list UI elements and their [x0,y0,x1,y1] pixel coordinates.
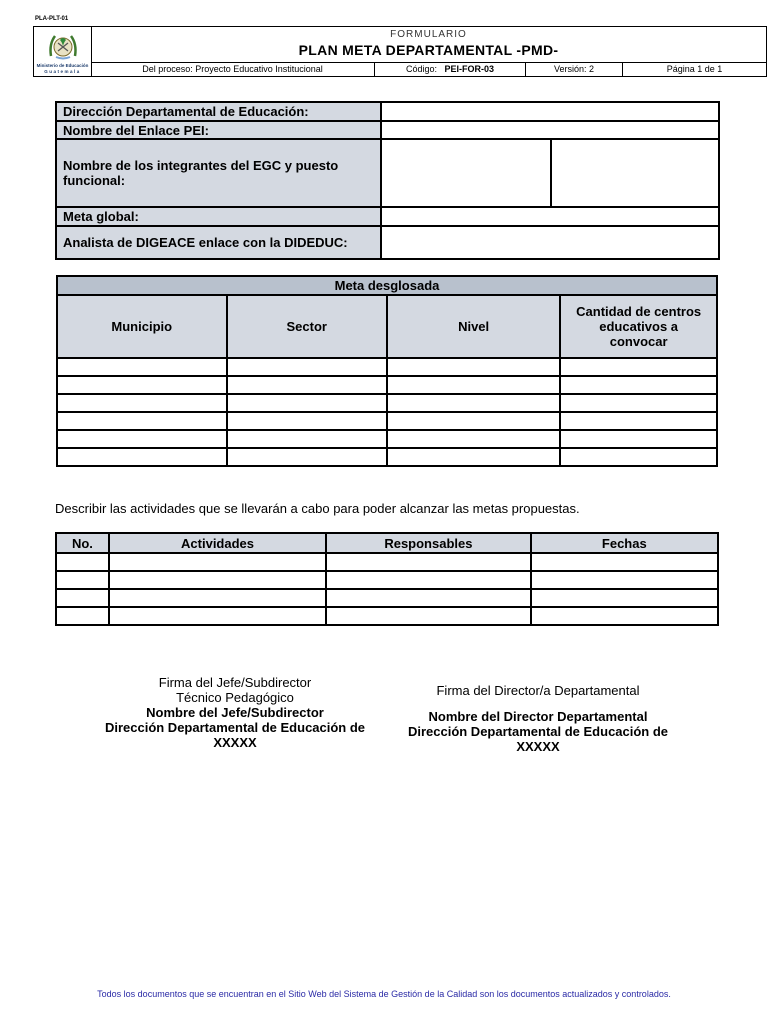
code-value: PEI-FOR-03 [444,64,495,74]
code-label: Código: [405,64,437,74]
ministry-logo [34,27,92,76]
analista-label: Analista de DIGEACE enlace con la DIDEDUC: [56,226,381,259]
cell[interactable] [560,394,717,412]
signature-caption-director: Firma del Director/a Departamental [436,683,640,698]
cell[interactable] [326,589,530,607]
table-row [56,589,718,607]
cell[interactable] [387,430,560,448]
cell[interactable] [387,448,560,466]
cell[interactable] [387,376,560,394]
footer-note: Todos los documentos que se encuentran en el Sitio Web del Sistema de Gestión de la Calidad son los documentos actualizados y controlados. [97,989,671,999]
activities-intro: Describir las actividades que se llevarán a cabo para poder alcanzar las metas propuestas. [55,501,580,516]
cell[interactable] [387,394,560,412]
cell[interactable] [560,358,717,376]
cell[interactable] [531,589,718,607]
cell[interactable] [326,571,530,589]
table-row [57,394,717,412]
direccion-field[interactable] [381,102,719,121]
direccion-label: Dirección Departamental de Educación: [56,102,381,121]
signature-name-director: Nombre del Director Departamental [428,709,648,724]
version-cell: Versión: 2 [526,63,623,77]
table-row [57,358,717,376]
cell[interactable] [227,448,387,466]
cell[interactable] [560,376,717,394]
signature-office-jefe: Dirección Departamental de Educación de XXXXX [104,720,366,750]
table-row [56,607,718,625]
meta-desglosada-table [56,275,718,467]
cell[interactable] [56,607,109,625]
col-actividades: Actividades [109,533,326,553]
code-cell [375,63,526,77]
enlace-label: Nombre del Enlace PEI: [56,121,381,139]
meta-global-field[interactable] [381,207,719,226]
cell[interactable] [57,448,227,466]
page-cell: Página 1 de 1 [666,64,723,74]
table-row [57,430,717,448]
header-meta-row [91,62,766,77]
cell[interactable] [560,448,717,466]
cell[interactable] [227,358,387,376]
cell[interactable] [56,571,109,589]
coat-of-arms-icon [47,30,79,62]
process-cell: Del proceso: Proyecto Educativo Institucional [91,63,375,77]
enlace-field[interactable] [381,121,719,139]
meta-global-label: Meta global: [56,207,381,226]
cell[interactable] [109,571,326,589]
table-row [56,571,718,589]
col-no: No. [56,533,109,553]
cell[interactable] [57,376,227,394]
ministry-country: Guatemala [44,69,81,74]
ministry-name: Ministerio de Educación [36,63,89,68]
form-title: PLAN META DEPARTAMENTAL -PMD- [298,42,559,58]
cell[interactable] [227,394,387,412]
table-row [57,412,717,430]
cell[interactable] [57,394,227,412]
cell[interactable] [56,589,109,607]
cell[interactable] [56,553,109,571]
cell[interactable] [227,376,387,394]
signature-block-jefe [90,675,380,750]
integrantes-position-field[interactable] [551,139,719,207]
col-municipio: Municipio [57,295,227,358]
cell[interactable] [387,412,560,430]
cell[interactable] [387,358,560,376]
table-row [57,376,717,394]
col-responsables: Responsables [326,533,530,553]
signature-office-director: Dirección Departamental de Educación de XXXXX [407,724,669,754]
cell[interactable] [57,430,227,448]
signature-caption-jefe: Firma del Jefe/Subdirector Técnico Pedagógico [158,675,312,705]
cell[interactable] [227,430,387,448]
cell[interactable] [531,571,718,589]
cell[interactable] [109,553,326,571]
cell[interactable] [531,553,718,571]
form-header [33,26,767,77]
table-row [56,553,718,571]
integrantes-name-field[interactable] [381,139,551,207]
document-code: PLA-PLT-01 [35,16,69,22]
col-fechas: Fechas [531,533,718,553]
signature-name-jefe: Nombre del Jefe/Subdirector [146,705,324,720]
cell[interactable] [109,589,326,607]
meta-table-caption: Meta desglosada [57,276,717,295]
analista-field[interactable] [381,226,719,259]
activities-table [55,532,719,626]
form-type: FORMULARIO [390,29,467,40]
cell[interactable] [326,553,530,571]
col-sector: Sector [227,295,387,358]
signature-block-director [392,683,684,754]
cell[interactable] [326,607,530,625]
cell[interactable] [57,358,227,376]
cell[interactable] [57,412,227,430]
info-table [55,101,720,260]
cell[interactable] [531,607,718,625]
integrantes-label: Nombre de los integrantes del EGC y puesto funcional: [56,139,381,207]
table-row [57,448,717,466]
cell[interactable] [109,607,326,625]
cell[interactable] [560,412,717,430]
cell[interactable] [227,412,387,430]
col-nivel: Nivel [387,295,560,358]
col-cantidad: Cantidad de centros educativos a convocar [560,295,717,358]
cell[interactable] [560,430,717,448]
